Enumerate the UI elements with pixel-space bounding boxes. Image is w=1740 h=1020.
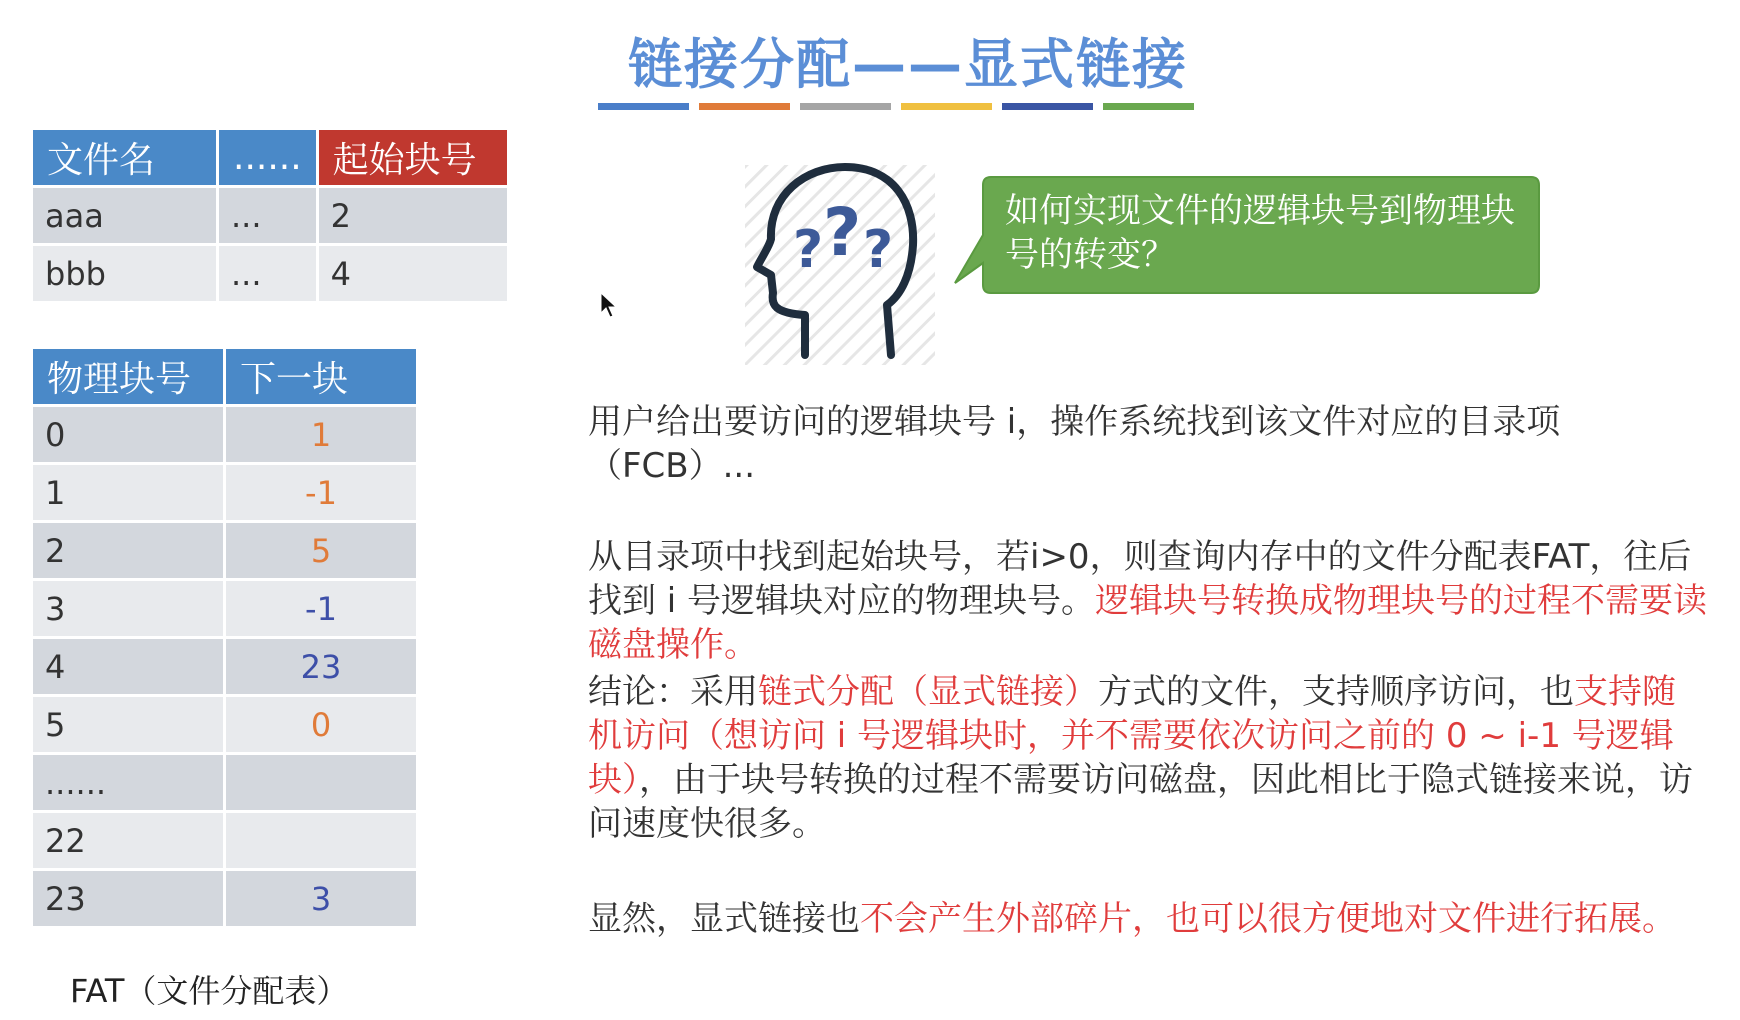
fat-header-next: 下一块 [226,349,416,404]
table-row [33,639,416,694]
directory-table [30,127,510,304]
fat-cell-block: 0 [33,407,223,462]
fragmentation-highlight: 不会产生外部碎片，也可以很方便地对文件进行拓展。 [860,899,1676,939]
dir-cell-ellipsis: ... [219,188,316,243]
table-row [33,813,416,868]
title-color-bars [598,103,1194,110]
fat-table [30,346,419,929]
paragraph-lookup [588,535,1708,667]
table-row [33,755,416,810]
title-color-bar [1103,103,1194,110]
table-row [33,871,416,926]
fat-cell-block: 5 [33,697,223,752]
paragraph-fragmentation [588,897,1708,941]
fat-cell-next: 5 [226,523,416,578]
title-color-bar [800,103,891,110]
conclusion-highlight-2: 支持随机访问（想访问 i 号逻辑块时，并不需要依次访问之前的 0 ~ i-1 号逻辑块） [588,672,1676,800]
dir-cell-ellipsis: ... [219,246,316,301]
title-color-bar [1002,103,1093,110]
lookup-highlight: 逻辑块号转换成物理块号的过程不需要读磁盘操作。 [588,581,1708,665]
question-bubble [983,173,1537,295]
table-row [33,581,416,636]
table-row [33,523,416,578]
table-row [33,465,416,520]
table-row [33,407,416,462]
fat-cell-next: 23 [226,639,416,694]
conclusion-text-1: 结论：采用 [588,672,758,712]
fat-cell-block: 22 [33,813,223,868]
fat-cell-next: 0 [226,697,416,752]
paragraph-conclusion [588,670,1708,846]
fat-cell-block: 23 [33,871,223,926]
fat-cell-next [226,755,416,810]
fat-cell-block: ...... [33,755,223,810]
dir-header-start-block: 起始块号 [319,130,507,185]
fat-caption: FAT（文件分配表） [70,972,349,1010]
svg-text:?: ? [863,220,894,280]
dir-header-filename: 文件名 [33,130,216,185]
slide-title: 链接分配——显式链接 [628,33,1188,96]
table-row [33,246,507,301]
bubble-text: 如何实现文件的逻辑块号到物理块号的转变？ [1005,191,1515,275]
fat-cell-next: 3 [226,871,416,926]
dir-cell-filename: bbb [33,246,216,301]
svg-text:?: ? [823,194,862,271]
dir-cell-filename: aaa [33,188,216,243]
table-row [33,188,507,243]
fat-cell-block: 3 [33,581,223,636]
svg-text:?: ? [793,220,824,280]
conclusion-text-3: ，由于块号转换的过程不需要访问磁盘，因此相比于隐式链接来说，访问速度快很多。 [588,760,1693,844]
title-color-bar [901,103,992,110]
title-color-bar [699,103,790,110]
fat-cell-next: -1 [226,581,416,636]
fat-cell-block: 1 [33,465,223,520]
dir-cell-start-block: 2 [319,188,507,243]
table-row [33,697,416,752]
fat-cell-next: -1 [226,465,416,520]
dir-header-ellipsis: ...... [219,130,316,185]
conclusion-text-2: 方式的文件，支持顺序访问，也 [1098,672,1574,712]
mouse-cursor-icon [600,292,618,318]
conclusion-highlight-1: 链式分配（显式链接） [758,672,1098,712]
fat-header-block: 物理块号 [33,349,223,404]
fat-cell-block: 2 [33,523,223,578]
title-color-bar [598,103,689,110]
lookup-text: 从目录项中找到起始块号，若i>0，则查询内存中的文件分配表FAT，往后找到 i 号逻辑块对应的物理块号。 [588,537,1692,621]
fat-cell-next: 1 [226,407,416,462]
paragraph-access: 用户给出要访问的逻辑块号 i，操作系统找到该文件对应的目录项（FCB）... [588,402,1561,486]
fat-cell-block: 4 [33,639,223,694]
dir-cell-start-block: 4 [319,246,507,301]
thinking-head-question-icon [735,155,945,365]
fat-cell-next [226,813,416,868]
fragmentation-text: 显然，显式链接也 [588,899,860,939]
